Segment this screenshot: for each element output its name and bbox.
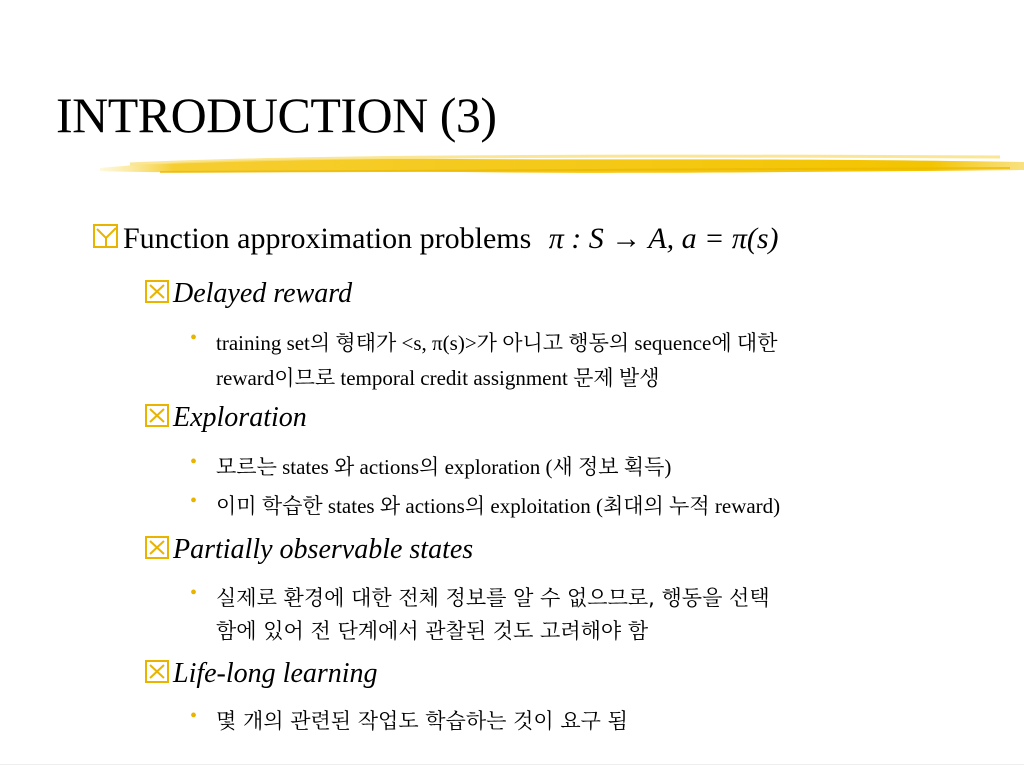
bullet-line: 함에 있어 전 단계에서 관찰된 것도 고려해야 함 xyxy=(216,619,649,643)
bullet-line: 이미 학습한 states 와 actions의 exploitation (최대의 누적 reward) xyxy=(216,494,781,518)
heading-delayed-reward: Delayed reward xyxy=(173,278,353,309)
bullet-dot: • xyxy=(190,327,198,349)
bullet-line: 실제로 환경에 대한 전체 정보를 알 수 없으므로, 행동을 선택 xyxy=(216,586,770,610)
bullet-dot: • xyxy=(190,705,198,727)
checkbox-x-icon xyxy=(144,658,170,684)
checkbox-x-icon xyxy=(144,534,170,560)
section-heading xyxy=(144,534,473,566)
checkbox-x-icon xyxy=(144,278,170,304)
bullet-dot: • xyxy=(190,490,198,512)
main-bullet-formula: π : S → A, a = π(s) xyxy=(548,222,779,255)
slide-title: INTRODUCTION (3) xyxy=(56,87,497,143)
heading-exploration: Exploration xyxy=(173,402,307,433)
bullet-line: training set의 형태가 <s, π(s)>가 아니고 행동의 sequence에 대한 xyxy=(216,331,778,355)
bullet-dot: • xyxy=(190,451,198,473)
checkbox-x-icon xyxy=(144,402,170,428)
main-bullet xyxy=(92,222,779,256)
section-heading xyxy=(144,278,352,310)
bullet-line: reward이므로 temporal credit assignment 문제 발생 xyxy=(216,366,660,390)
main-bullet-text: Function approximation problems xyxy=(123,222,532,255)
bullet-line: 모르는 states 와 actions의 exploration (새 정보 획득) xyxy=(216,455,672,479)
section-heading xyxy=(144,658,378,690)
footer-divider xyxy=(0,764,1024,765)
heading-life-long-learning: Life-long learning xyxy=(173,658,378,689)
checkbox-check-icon xyxy=(92,222,120,250)
bullet-line: 몇 개의 관련된 작업도 학습하는 것이 요구 됨 xyxy=(216,709,628,733)
title-underline-brush xyxy=(100,150,1024,180)
section-heading xyxy=(144,402,307,434)
bullet-dot: • xyxy=(190,582,198,604)
heading-partially-observable: Partially observable states xyxy=(173,534,474,565)
